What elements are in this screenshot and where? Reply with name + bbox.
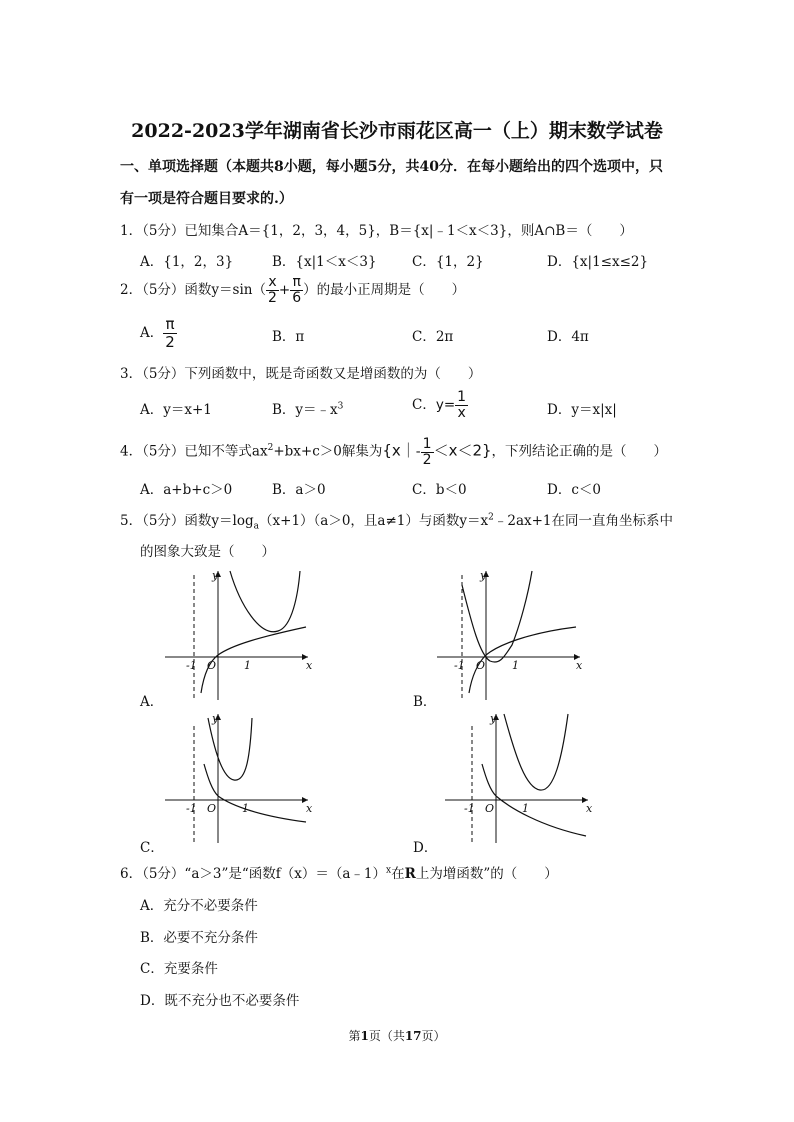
question-2-option-d: D．4π (547, 329, 589, 345)
question-4-stem-post: ，下列结论正确的是（ ） (491, 443, 668, 460)
fraction-denominator: 2 (422, 451, 432, 468)
question-1-option-c: C．{1，2} (412, 254, 484, 270)
question-4-option-b: B．a＞0 (272, 482, 326, 498)
option-b-text: B．y＝﹣x (272, 402, 338, 418)
parabola-curve (208, 718, 252, 780)
footer-mid: 页（共 (368, 1029, 405, 1043)
question-2-stem-post: ）的最小正周期是（ ） (303, 282, 466, 298)
tick-label-1: 1 (244, 659, 251, 672)
graph-option-a (160, 565, 320, 705)
footer-post: 页） (421, 1029, 446, 1043)
origin-label: O (476, 659, 486, 672)
question-3-stem: 3．（5分）下列函数中，既是奇函数又是增函数的为（ ） (120, 366, 482, 382)
tick-label-neg1: -1 (186, 802, 197, 815)
question-4-option-d: D．c＜0 (547, 482, 601, 498)
fraction-numerator: x (266, 275, 279, 291)
fraction-numerator: 1 (457, 389, 467, 405)
log-curve (204, 764, 306, 822)
x-label: x (586, 802, 593, 815)
question-1-stem: 1．（5分）已知集合A＝{1，2，3，4，5}，B＝{x|﹣1＜x＜3}，则A∩B＝（ ） (120, 223, 633, 239)
fraction-denominator: 2 (268, 290, 277, 306)
footer-pre: 第 (348, 1029, 361, 1043)
graph-option-d (440, 708, 600, 848)
question-5-stem-pre: 5．（5分）函数y＝log (120, 513, 254, 529)
fraction-pi-over-2 (163, 316, 177, 351)
graph-option-c (160, 708, 320, 848)
question-5-stem-post: ﹣2ax+1在同一直角坐标系中 (493, 513, 674, 529)
exponent: 3 (337, 401, 344, 412)
question-6-stem-pre: 6．（5分）“a＞3”是“函数f（x）＝（a﹣1） (120, 866, 387, 882)
exponent: 2 (488, 512, 494, 523)
question-4-stem (120, 432, 667, 468)
question-2-option-c: C．2π (412, 329, 454, 345)
question-5-stem-line2: 的图象大致是（ ） (140, 544, 275, 560)
y-label: y (212, 569, 219, 582)
footer-page-number: 1 (360, 1029, 369, 1043)
question-5-stem-mid: （x+1）（a＞0，且a≠1）与函数y＝x (259, 513, 489, 529)
origin-label: O (207, 802, 217, 815)
exponent: x (386, 865, 392, 876)
tick-label-1: 1 (242, 802, 249, 815)
exponent: 2 (267, 443, 274, 453)
question-6-option-b: B．必要不充分条件 (140, 930, 258, 946)
fraction-denominator: 6 (292, 290, 302, 306)
fraction-numerator: π (290, 275, 303, 291)
question-3-option-b (272, 398, 343, 418)
page-footer (0, 1027, 794, 1044)
option-a-label: A． (140, 325, 164, 341)
question-6-stem (120, 862, 558, 882)
section-heading-line1: 一、单项选择题（本题共8小题，每小题5分，共40分．在每小题给出的四个选项中，只 (120, 159, 663, 175)
question-6-stem-mid: 在 (391, 866, 405, 882)
question-2-stem (120, 274, 465, 306)
graph-option-b (432, 565, 592, 705)
question-1-option-b: B．{x|1＜x＜3} (272, 254, 377, 270)
fraction-x-over-2 (266, 275, 279, 306)
y-label: y (212, 712, 219, 725)
origin-label: O (485, 802, 495, 815)
tick-label-neg1: -1 (464, 802, 475, 815)
section-heading-line2: 有一项是符合题目要求的.） (120, 191, 293, 207)
set-notation-close: ＜x＜2} (433, 441, 492, 460)
tick-label-1: 1 (522, 802, 529, 815)
question-1-option-d: D．{x|1≤x≤2} (547, 254, 649, 270)
x-label: x (306, 802, 313, 815)
question-3-option-c (412, 388, 468, 422)
fraction-1-over-x (455, 390, 468, 421)
page-title: 2022-2023学年湖南省长沙市雨花区高一（上）期末数学试卷 (131, 120, 663, 142)
set-notation-open: {x｜ (382, 441, 416, 460)
question-2-option-b: B．π (272, 329, 305, 345)
option-c-label: C． (412, 397, 436, 413)
log-curve (469, 627, 576, 693)
question-1-option-a: A．{1，2，3} (140, 254, 234, 270)
question-4-option-a: A．a+b+c＞0 (140, 482, 233, 498)
real-set-symbol: R (404, 866, 416, 882)
footer-total-pages: 17 (404, 1029, 422, 1043)
question-5-stem-line1 (120, 509, 673, 532)
question-2-stem-pre: 2．（5分）函数y＝sin（ (120, 282, 266, 298)
y-label: y (480, 569, 487, 582)
question-2-option-a (140, 315, 177, 351)
fraction-pi-over-6 (290, 275, 303, 306)
fraction-numerator: 1 (422, 435, 432, 452)
question-5-option-c: C． (140, 840, 164, 856)
question-6-option-a: A．充分不必要条件 (140, 898, 258, 914)
question-4-option-c: C．b＜0 (412, 482, 467, 498)
question-6-stem-post: 上为增函数”的（ ） (415, 866, 558, 882)
parabola-curve (230, 571, 300, 632)
question-4-stem-mid: +bx+c＞0解集为 (273, 443, 383, 460)
x-label: x (306, 659, 313, 672)
option-c-y-equals: y= (435, 397, 456, 413)
tick-label-neg1: -1 (454, 659, 465, 672)
question-5-option-d: D． (413, 840, 438, 856)
origin-label: O (207, 659, 217, 672)
tick-label-neg1: -1 (186, 659, 197, 672)
question-3-option-d: D．y＝x|x| (547, 402, 617, 418)
plus-sign: + (278, 282, 291, 298)
log-base: a (253, 521, 260, 532)
fraction-1-over-2 (421, 437, 434, 468)
fraction-denominator: x (457, 405, 466, 421)
y-label: y (490, 712, 497, 725)
question-5-option-b: B． (413, 694, 437, 710)
x-label: x (576, 659, 583, 672)
log-curve (201, 627, 306, 693)
fraction-numerator: π (163, 316, 177, 334)
fraction-denominator: 2 (165, 333, 175, 351)
question-6-option-c: C．充要条件 (140, 961, 218, 977)
question-5-option-a: A． (140, 694, 164, 710)
tick-label-1: 1 (512, 659, 519, 672)
minus-sign: - (415, 443, 421, 460)
question-3-option-a: A．y＝x+1 (140, 402, 212, 418)
parabola-curve (504, 714, 568, 790)
question-6-option-d: D．既不充分也不必要条件 (140, 993, 300, 1009)
question-4-stem-pre: 4．（5分）已知不等式ax (120, 443, 268, 460)
